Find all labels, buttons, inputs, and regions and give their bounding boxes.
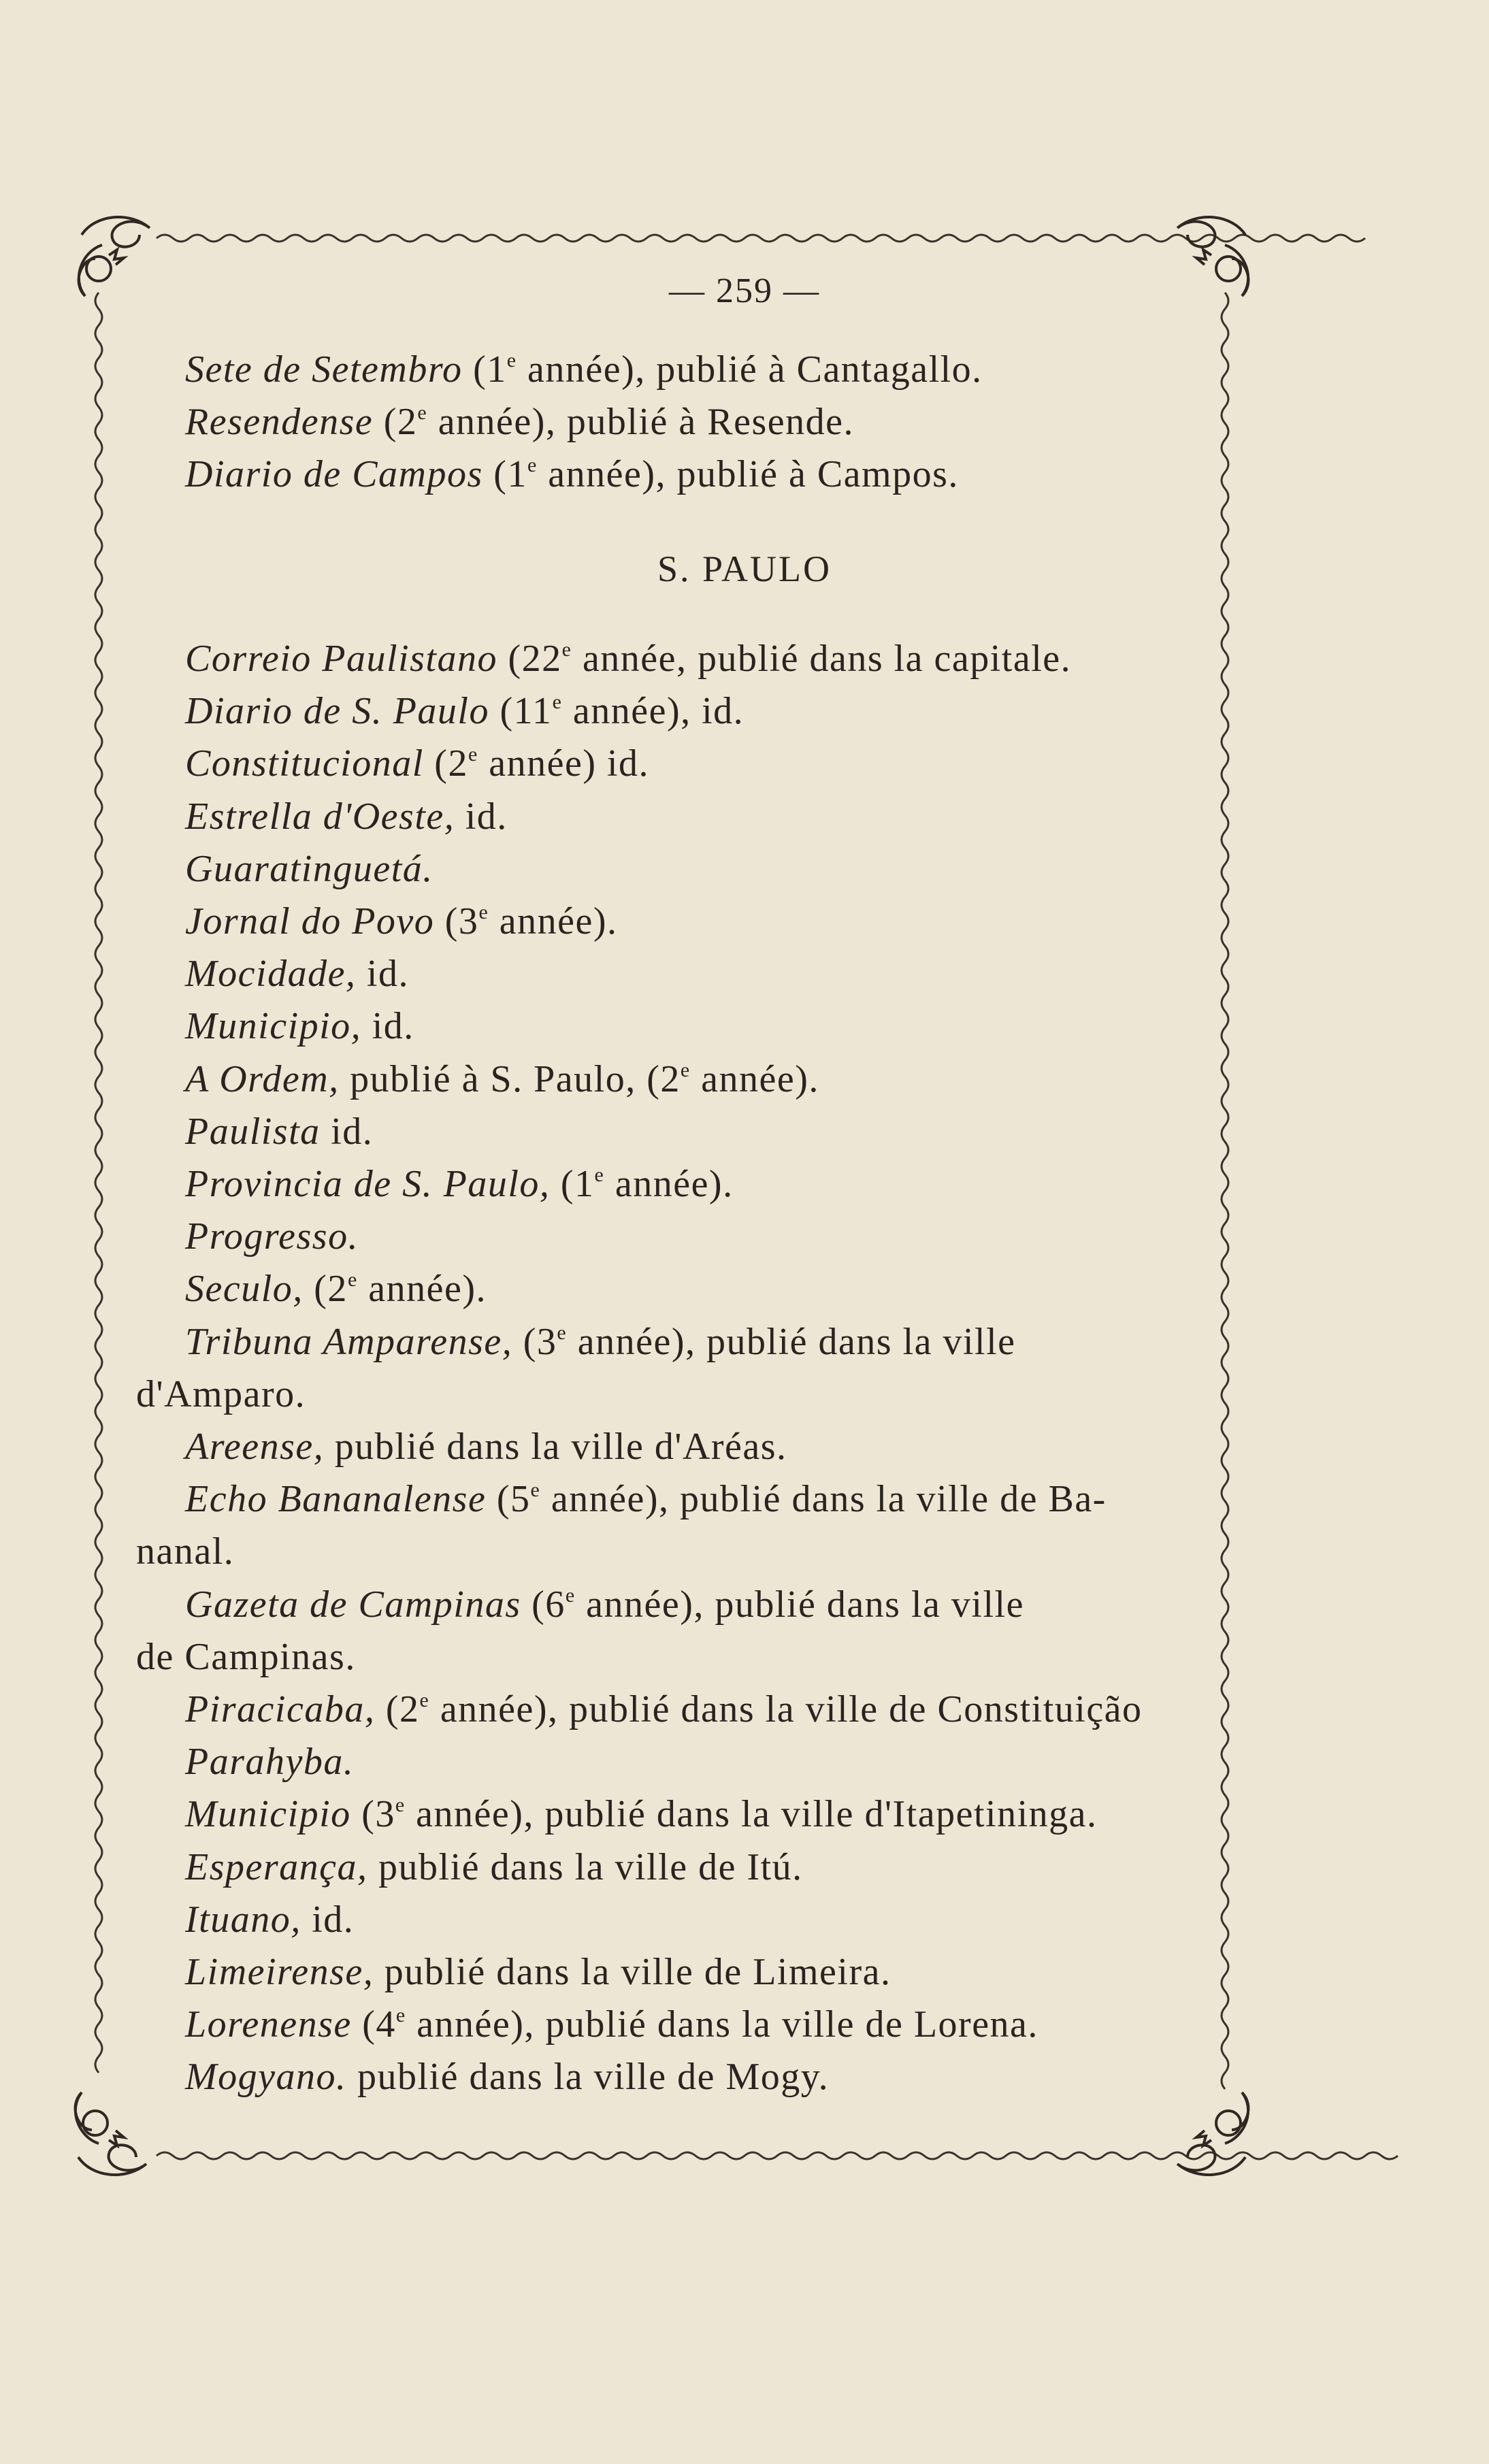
entry-text: année).: [489, 900, 618, 942]
ordinal-superscript: e: [552, 691, 563, 713]
newspaper-title: Jornal do Povo: [185, 900, 435, 942]
page-number: — 259 —: [669, 272, 820, 310]
entry-text: (5: [486, 1478, 531, 1520]
entry-text: id.: [320, 1111, 374, 1153]
entry-text: id.: [301, 1899, 355, 1941]
entry-line: [185, 1113, 373, 1151]
newspaper-title: Gazeta de Campinas: [185, 1583, 521, 1626]
entry-text: année), publié dans la ville: [575, 1583, 1024, 1626]
newspaper-title: Provincia de S. Paulo,: [185, 1163, 551, 1205]
entry-text: année), id.: [562, 690, 744, 732]
newspaper-title: Echo Bananalense: [185, 1478, 487, 1520]
entry-line: [185, 1583, 1024, 1626]
entry-text: publié dans la ville de Mogy.: [346, 2056, 830, 2098]
entry-text: (11: [489, 690, 553, 732]
ordinal-superscript: e: [395, 1794, 406, 1816]
entry-text: (3: [512, 1321, 557, 1363]
entry-text: (22: [497, 638, 562, 680]
newspaper-title: Mocidade,: [185, 953, 357, 995]
ordinal-superscript: e: [468, 743, 478, 766]
newspaper-title: Paulista: [185, 1111, 321, 1153]
newspaper-title: A Ordem,: [185, 1058, 340, 1100]
entry-text: (2: [303, 1268, 348, 1310]
entry-line: [185, 1428, 787, 1466]
entry-line: [185, 692, 744, 730]
entry-line: [185, 850, 433, 888]
section-heading: S. PAULO: [657, 548, 832, 589]
ordinal-superscript: e: [557, 1321, 568, 1344]
newspaper-title: Correio Paulistano: [185, 638, 497, 680]
newspaper-title: Ituano,: [185, 1899, 301, 1941]
newspaper-title: Constitucional: [185, 742, 424, 785]
entry-text: publié dans la ville d'Aréas.: [324, 1426, 787, 1468]
entry-text: publié à S. Paulo, (2: [339, 1058, 681, 1100]
entry-line: [185, 640, 1071, 678]
entry-text: (2: [375, 1688, 420, 1730]
entry-line: [185, 1165, 734, 1203]
newspaper-title: Municipio: [185, 1793, 351, 1835]
entry-text: id.: [361, 1005, 414, 1047]
entry-line: [185, 1480, 1107, 1518]
newspaper-title: Mogyano.: [185, 2056, 347, 2098]
ordinal-superscript: e: [347, 1268, 358, 1291]
ordinal-superscript: e: [594, 1164, 605, 1186]
entry-text: publié dans la ville de Itú.: [367, 1846, 803, 1888]
newspaper-title: Municipio,: [185, 1005, 362, 1047]
entry-line: [185, 2058, 829, 2096]
entry-line: [136, 1532, 234, 1571]
entry-line: [185, 2003, 1038, 2046]
entry-line: [185, 1007, 414, 1045]
entry-text: année, publié dans la capitale.: [572, 638, 1072, 680]
ordinal-superscript: e: [561, 638, 572, 661]
entry-line: [185, 902, 617, 940]
entry-line: [185, 1743, 354, 1781]
entry-text: id.: [356, 953, 409, 995]
ordinal-superscript: e: [680, 1059, 691, 1081]
entry-text: année), publié dans la ville: [567, 1321, 1016, 1363]
entry-text: année).: [690, 1058, 819, 1100]
entry-text: année), publié dans la ville de Ba-: [540, 1478, 1107, 1520]
newspaper-title: Tribuna Amparense,: [185, 1321, 513, 1363]
entry-line: [185, 1795, 1098, 1833]
entry-text: (3: [434, 900, 479, 942]
entry-text: d'Amparo.: [136, 1373, 306, 1415]
entry-line: [185, 1953, 891, 1991]
entry-line: [185, 1215, 359, 1258]
ordinal-superscript: e: [395, 2004, 406, 2026]
newspaper-title: Guaratinguetá.: [185, 848, 433, 890]
entry-line: [185, 955, 409, 993]
entry-text: de Campinas.: [136, 1636, 356, 1678]
entry-text: année), publié dans la ville de Lorena.: [406, 2003, 1038, 2046]
entry-text: année), publié dans la ville de Constituição: [429, 1688, 1143, 1730]
intro-line: Diario de Campos (1e année), publié à Campos.: [185, 453, 959, 495]
entry-line: [185, 1060, 819, 1098]
entry-text: nanal.: [136, 1530, 235, 1573]
entry-line: [136, 1375, 306, 1413]
entry-text: année) id.: [478, 742, 650, 785]
newspaper-title: Seculo,: [185, 1268, 304, 1310]
entry-line: [185, 1323, 1016, 1361]
newspaper-title: Progresso.: [185, 1215, 359, 1258]
entry-line: [185, 1690, 1143, 1728]
entry-text: id.: [455, 795, 508, 838]
newspaper-title: Areense,: [185, 1426, 325, 1468]
newspaper-title: Esperança,: [185, 1846, 368, 1888]
entry-text: (2: [423, 742, 468, 785]
ordinal-superscript: e: [565, 1584, 576, 1607]
entry-text: année).: [357, 1268, 487, 1310]
entry-text: (6: [521, 1583, 566, 1626]
newspaper-title: Piracicaba,: [185, 1688, 376, 1730]
entry-text: année).: [604, 1163, 734, 1205]
entry-line: [185, 795, 508, 838]
entry-text: (1: [550, 1163, 595, 1205]
newspaper-title: Parahyba.: [185, 1741, 355, 1783]
newspaper-title: Estrella d'Oeste,: [185, 795, 455, 838]
entry-line: [185, 744, 649, 783]
entry-text: année), publié dans la ville d'Itapetininga.: [405, 1793, 1098, 1835]
intro-line: Resendense (2e année), publié à Resende.: [185, 401, 854, 443]
ordinal-superscript: e: [478, 901, 489, 923]
entry-line: [136, 1638, 356, 1676]
newspaper-title: Limeirense,: [185, 1951, 374, 1993]
ordinal-superscript: e: [419, 1689, 430, 1711]
ordinal-superscript: e: [530, 1479, 541, 1501]
newspaper-title: Lorenense: [185, 2003, 352, 2046]
newspaper-title: Diario de S. Paulo: [185, 690, 489, 732]
entry-text: publié dans la ville de Limeira.: [374, 1951, 891, 1993]
entry-text: (4: [351, 2003, 396, 2046]
intro-line: Sete de Setembro (1e année), publié à Cantagallo.: [185, 348, 983, 391]
entry-text: (3: [350, 1793, 395, 1835]
entry-line: [185, 1270, 487, 1308]
entry-line: [185, 1848, 803, 1886]
entry-line: [185, 1901, 354, 1939]
